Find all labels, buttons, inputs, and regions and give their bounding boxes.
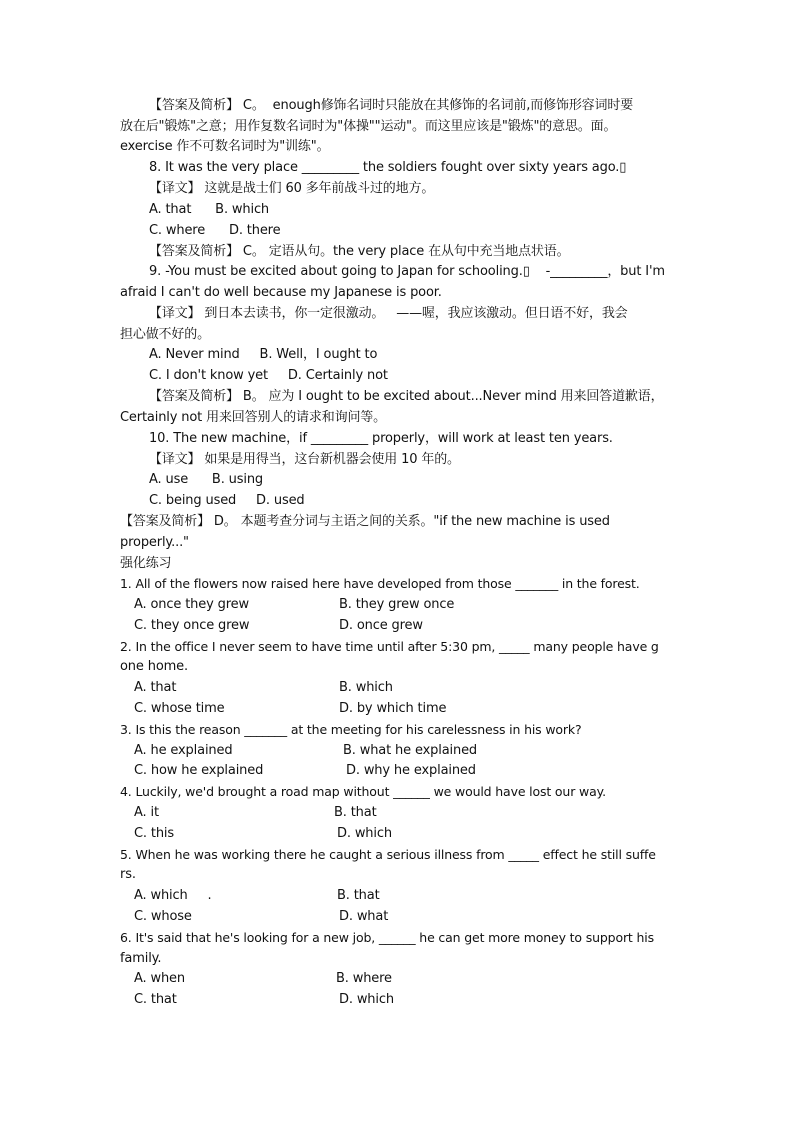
- option-c: C. that: [134, 992, 177, 1007]
- option-c: C. they once grew: [134, 618, 250, 633]
- text-line: properly...": [120, 535, 189, 550]
- option-line: C. I don't know yet D. Certainly not: [149, 368, 388, 383]
- answer-line: 【答案及简析】 C。 定语从句。the very place 在从句中充当地点状语。: [149, 244, 570, 259]
- translation-line: 【译文】 到日本去读书，你一定很激动。 ——喔，我应该激动。但日语不好，我会: [149, 306, 628, 321]
- option-b: B. which: [339, 680, 393, 695]
- option-d: D. why he explained: [346, 763, 476, 778]
- text-line: rs.: [120, 867, 136, 882]
- option-a: A. it: [134, 805, 159, 820]
- text-line: 担心做不好的。: [120, 327, 210, 342]
- section-heading: 强化练习: [120, 556, 172, 571]
- option-a: A. he explained: [134, 743, 233, 758]
- option-a: A. which .: [134, 888, 212, 903]
- text-line: family.: [120, 951, 162, 966]
- text-line: exercise 作不可数名词时为"训练"。: [120, 139, 330, 154]
- option-c: C. whose: [134, 909, 192, 924]
- option-b: B. that: [334, 805, 377, 820]
- question-10: 10. The new machine，if _________ properly，will work at least ten years.: [149, 431, 613, 446]
- answer-line: 【答案及简析】 B。 应为 I ought to be excited about...Never mind 用来回答道歉语，: [149, 389, 664, 404]
- option-line: A. that B. which: [149, 202, 270, 217]
- exercise-question-5: 5. When he was working there he caught a serious illness from _____ effect he still suffe: [120, 847, 656, 862]
- exercise-question-1: 1. All of the flowers now raised here have developed from those _______ in the forest.: [120, 576, 640, 591]
- exercise-question-3: 3. Is this the reason _______ at the meeting for his carelessness in his work?: [120, 722, 582, 737]
- question-9: 9. -You must be excited about going to Japan for schooling.▯ -_________，but I'm: [149, 264, 665, 279]
- option-d: D. which: [337, 826, 392, 841]
- option-b: B. that: [337, 888, 380, 903]
- exercise-question-6: 6. It's said that he's looking for a new job, ______ he can get more money to support his: [120, 930, 654, 945]
- text-line: one home.: [120, 659, 188, 674]
- option-b: B. where: [336, 971, 392, 986]
- option-line: C. where D. there: [149, 223, 281, 238]
- option-a: A. when: [134, 971, 185, 986]
- option-line: C. being used D. used: [149, 493, 305, 508]
- option-d: D. what: [339, 909, 389, 924]
- question-8: 8. It was the very place _________ the soldiers fought over sixty years ago.▯: [149, 160, 627, 175]
- option-a: A. once they grew: [134, 597, 249, 612]
- answer-line: 【答案及简析】 D。 本题考查分词与主语之间的关系。"if the new machine is used: [120, 514, 610, 529]
- text-line: Certainly not 用来回答别人的请求和询问等。: [120, 410, 386, 425]
- option-line: A. Never mind B. Well，I ought to: [149, 347, 378, 362]
- option-d: D. which: [339, 992, 394, 1007]
- option-c: C. this: [134, 826, 175, 841]
- translation-line: 【译文】 这就是战士们 60 多年前战斗过的地方。: [149, 181, 435, 196]
- exercise-question-2: 2. In the office I never seem to have time until after 5:30 pm, _____ many people have g: [120, 639, 659, 654]
- option-d: D. by which time: [339, 701, 447, 716]
- option-d: D. once grew: [339, 618, 423, 633]
- option-a: A. that: [134, 680, 177, 695]
- option-b: B. they grew once: [339, 597, 455, 612]
- text-line: 放在后"锻炼"之意；用作复数名词时为"体操""运动"。而这里应该是"锻炼"的意思。面。: [120, 119, 617, 134]
- option-c: C. whose time: [134, 701, 225, 716]
- option-line: A. use B. using: [149, 472, 264, 487]
- option-b: B. what he explained: [343, 743, 478, 758]
- option-c: C. how he explained: [134, 763, 264, 778]
- text-line: afraid I can't do well because my Japanese is poor.: [120, 285, 442, 300]
- translation-line: 【译文】 如果是用得当，这台新机器会使用 10 年的。: [149, 452, 460, 467]
- exercise-question-4: 4. Luckily, we'd brought a road map without ______ we would have lost our way.: [120, 784, 606, 799]
- answer-line: 【答案及简析】 C。 enough修饰名词时只能放在其修饰的名词前,而修饰形容词时要: [149, 98, 634, 113]
